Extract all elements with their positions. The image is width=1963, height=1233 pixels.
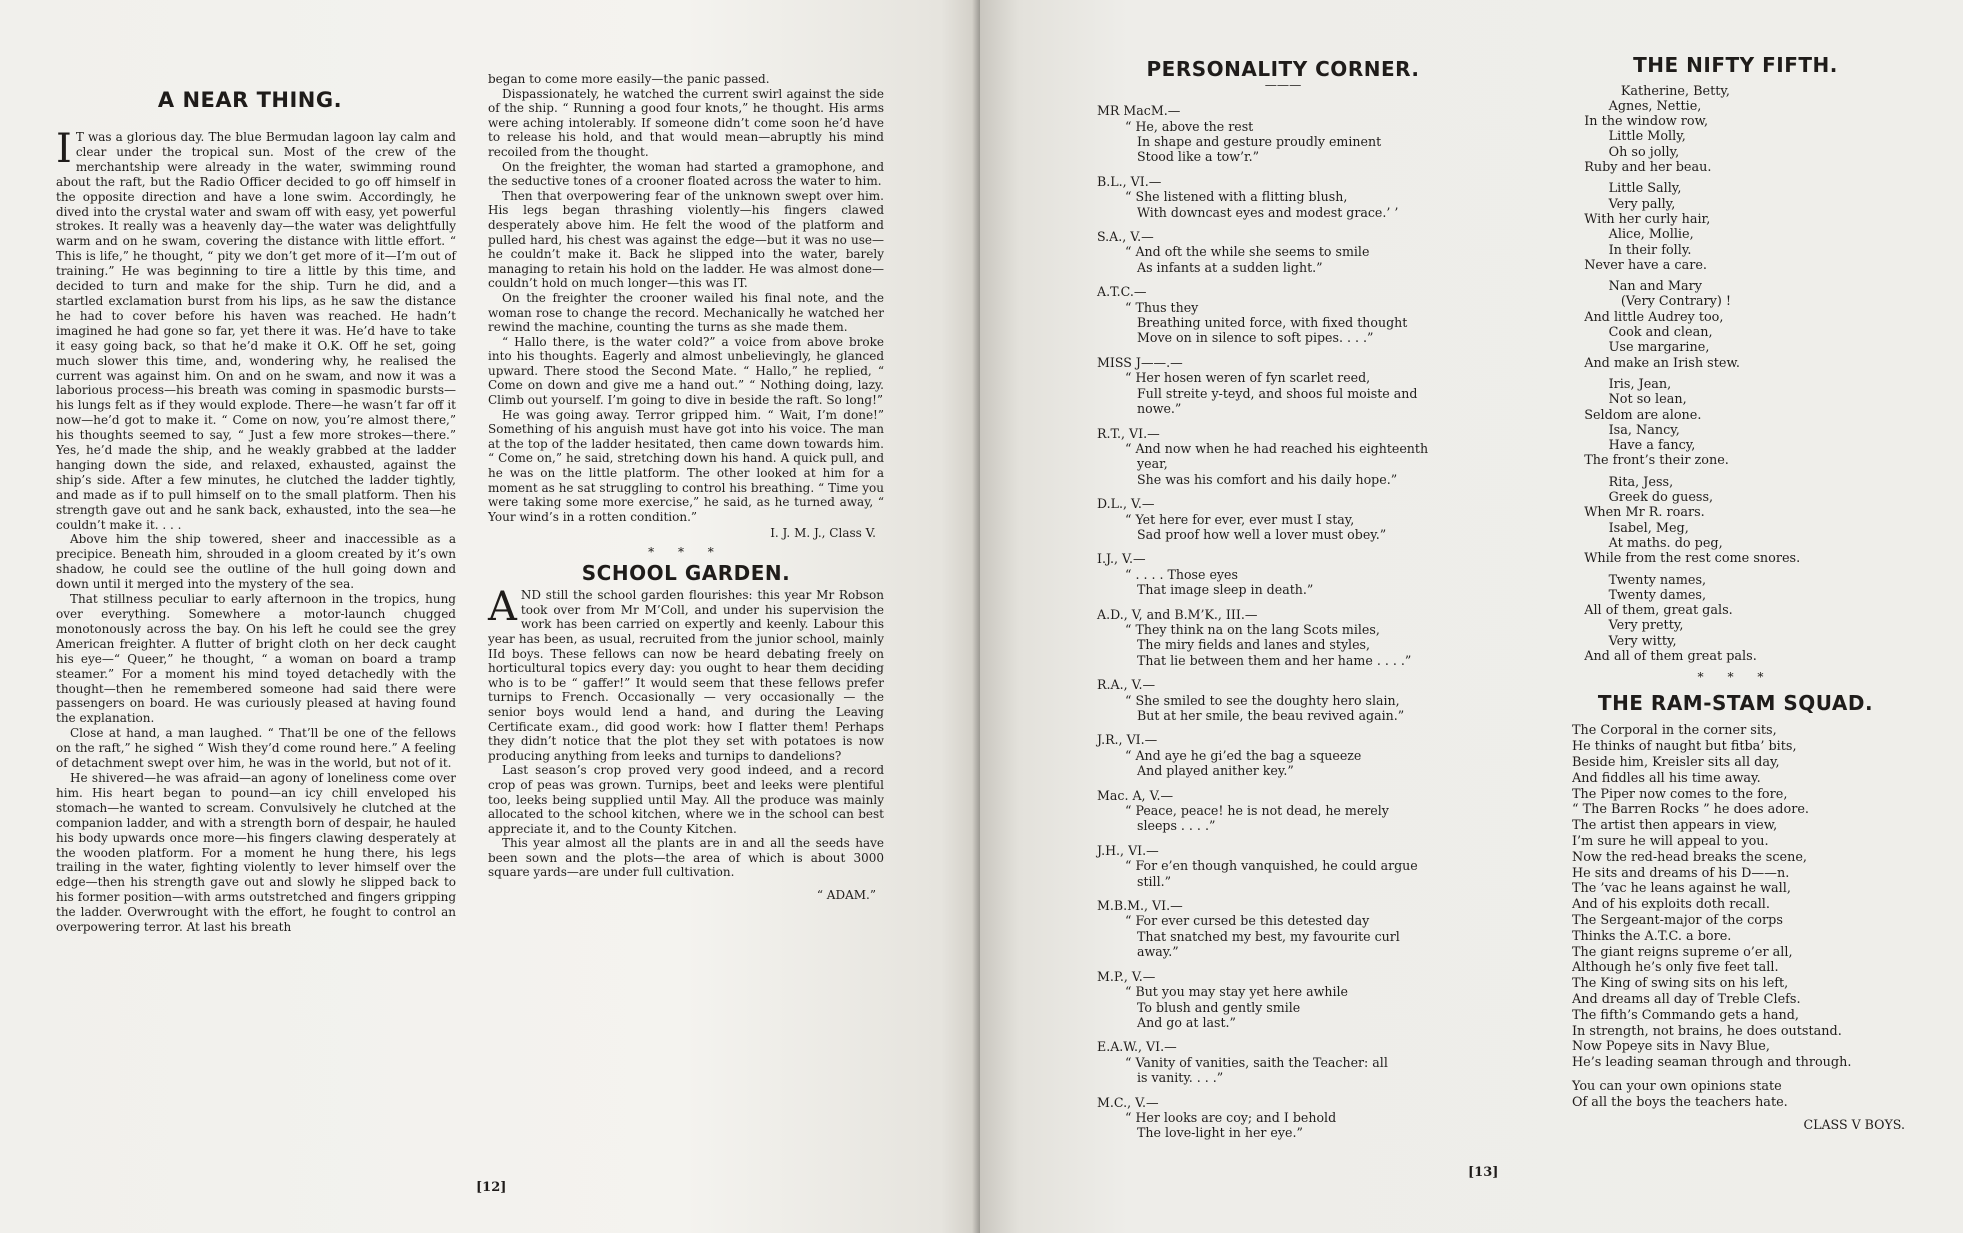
poem-line: Agnes, Nettie, xyxy=(1572,98,1702,114)
entry-name: MR MacM.— xyxy=(1097,103,1181,119)
poem-line: (Very Contrary) ! xyxy=(1572,294,1732,310)
ram-stam-closing xyxy=(1558,1079,1913,1111)
nifty-fifth-title: THE NIFTY FIFTH. xyxy=(1633,53,1838,77)
poem-stanza xyxy=(1558,475,1913,567)
poem-line: Oh so jolly, xyxy=(1572,144,1680,160)
personality-entry xyxy=(1083,898,1483,960)
entry-name: M.B.M., VI.— xyxy=(1097,898,1183,914)
poem-line: Never have a care. xyxy=(1572,257,1707,273)
poem-line: Thinks the A.T.C. a bore. xyxy=(1572,928,1732,944)
entry-name: E.A.W., VI.— xyxy=(1097,1039,1177,1055)
entry-quote-line: Sad proof how well a lover must obey.” xyxy=(1137,526,1387,542)
personality-entry xyxy=(1083,496,1483,542)
entry-quote-line: That lie between them and her hame . . . .” xyxy=(1137,652,1412,668)
poem-line: I’m sure he will appeal to you. xyxy=(1572,834,1769,850)
personality-entry xyxy=(1083,607,1483,669)
personality-entry xyxy=(1083,732,1483,778)
poem-line: Although he’s only five feet tall. xyxy=(1572,960,1779,976)
poem-line: Very pretty, xyxy=(1572,618,1684,634)
poem-line: In strength, not brains, he does outstand. xyxy=(1572,1023,1842,1039)
entry-quote-line: With downcast eyes and modest grace.’ ’ xyxy=(1137,204,1399,220)
poem-line: All of them, great gals. xyxy=(1572,603,1733,619)
personality-entry xyxy=(1083,677,1483,723)
paragraph: Dispassionately, he watched the current swirl against the side of the ship. “ Running a good four knots,” he thought. His arms were aching intolerably. If someone didn’t come soon he’d have to release his hold, and that would mean—abruptly his mind recoiled from the thought. xyxy=(488,86,884,159)
entry-name: J.R., VI.— xyxy=(1097,732,1158,748)
personality-entry xyxy=(1083,1039,1483,1085)
paragraph: Close at hand, a man laughed. “ That’ll be one of the fellows on the raft,” he sighed “ Wish they’d come round here.” A feeling of detachment swept over him, he was in the world, but not of it. xyxy=(56,726,456,771)
personality-entry xyxy=(1083,103,1483,165)
entry-name: I.J., V.— xyxy=(1097,551,1146,567)
separator-stars-right: * * * xyxy=(1697,670,1774,685)
poem-line: Not so lean, xyxy=(1572,392,1687,408)
entry-name: M.C., V.— xyxy=(1097,1094,1159,1110)
paragraph: He was going away. Terror gripped him. “ Wait, I’m done!” Something of his anguish must have got into his voice. The man at the top of the ladder hesitated, then came down towards him. “ Come on,” he said, stretching down his hand. A quick pull, and he was on the little platform. The other looked at him for a moment as he sat struggling to control his breathing. “ Time you were taking some more exercise,” he said, as he turned away, “ Your wind’s in a rotten condition.” xyxy=(488,407,884,524)
entry-quote-line: “ They think na on the lang Scots miles, xyxy=(1125,621,1380,637)
entry-quote-line: “ But you may stay yet here awhile xyxy=(1125,984,1348,1000)
entry-name: R.T., VI.— xyxy=(1097,425,1160,441)
entry-quote-line: “ Yet here for ever, ever must I stay, xyxy=(1125,511,1355,527)
poem-line: Now the red-head breaks the scene, xyxy=(1572,849,1807,865)
paragraph: “ Hallo there, is the water cold?” a voice from above broke into his thoughts. Eagerly and almost unbelievingly, he glanced upward. There stood the Second Mate. “ Hallo,” he replied, “ Come on down and give me a hand out.” “ Nothing doing, lazy. Climb out yourself. I’m going to dive in beside the raft. So long!” xyxy=(488,334,884,408)
poem-line: You can your own opinions state xyxy=(1572,1079,1782,1094)
entry-quote-line: “ Her hosen weren of fyn scarlet reed, xyxy=(1125,370,1371,386)
poem-line: Rita, Jess, xyxy=(1572,474,1674,490)
entry-quote-line: Stood like a tow’r.” xyxy=(1137,149,1260,165)
entry-quote-line: As infants at a sudden light.” xyxy=(1137,259,1323,275)
poem-line: Now Popeye sits in Navy Blue, xyxy=(1572,1039,1770,1055)
personality-corner-title: PERSONALITY CORNER. xyxy=(1146,57,1420,81)
poem-line: With her curly hair, xyxy=(1572,211,1711,227)
near-thing-signature: I. J. M. J., Class V. xyxy=(770,526,876,541)
entry-quote-line: The miry fields and lanes and styles, xyxy=(1137,637,1371,653)
poem-line: Katherine, Betty, xyxy=(1572,83,1730,99)
entry-quote-line: “ . . . . Those eyes xyxy=(1125,566,1238,582)
paragraph: ND still the school garden flourishes: this year Mr Robson took over from Mr M’Coll, and under his supervision the work has been carried on expertly and keenly. Labour this year has been, as usual, recruited from the junior school, mainly IId boys. These fellows can now be heard debating freely on horticultural topics every day: you ought to hear them deciding who is to be “ gaffer!” It would seem that these fellows prefer turnips to French. Occasionally — very occasionally — the senior boys would lend a hand, and during the Leaving Certificate exam., did good work: how I flatter them! Perhaps they didn’t notice that the plot they set with potatoes is now producing anything from leeks and turnips to dandelions? xyxy=(488,588,884,763)
poem-line: He’s leading seaman through and through. xyxy=(1572,1055,1852,1071)
paragraph: That stillness peculiar to early afternoon in the tropics, hung over everything. Somewhere a motor-launch chugged monotonously across the bay. On his left he could see the grey American freighter. A flutter of bright cloth on her deck caught his eye—“ Queer,” he thought, “ a woman on board a tramp steamer.” For a moment his mind toyed detachedly with the thought—then he remembered someone had said there were passengers on board. He was curiously pleased at having found the explanation. xyxy=(56,592,456,726)
poem-line: “ The Barren Rocks ” he does adore. xyxy=(1572,802,1809,818)
paragraph: On the freighter the crooner wailed his final note, and the woman rose to change the record. Mechanically he watched her rewind the machine, counting the turns as she made them. xyxy=(488,290,884,335)
entry-name: A.D., V, and B.M’K., III.— xyxy=(1097,606,1258,622)
school-garden-title: SCHOOL GARDEN. xyxy=(581,560,791,585)
entry-quote-line: “ For ever cursed be this detested day xyxy=(1125,913,1370,929)
paragraph: On the freighter, the woman had started a gramophone, and the seductive tones of a crooner floated across the water to him. xyxy=(488,159,884,189)
poem-line: Little Molly, xyxy=(1572,129,1686,145)
school-garden-signature: “ ADAM.” xyxy=(816,888,876,903)
paragraph: Then that overpowering fear of the unknown swept over him. His legs began thrashing violently—his fingers clawed desperately above him. He felt the wood of the platform and pulled hard, his chest was against the edge—but it was no use—he couldn’t make it. Back he slipped into the water, barely managing to retain his hold on the ladder. He was almost done—couldn’t hold on much longer—this was IT. xyxy=(488,188,884,291)
page-number-left: [12] xyxy=(476,1180,507,1195)
entry-name: R.A., V.— xyxy=(1097,677,1156,693)
paragraph: Last season’s crop proved very good indeed, and a record crop of peas was grown. Turnips, beet and leeks were plentiful too, leeks being supplied until May. All the produce was mainly allocated to the school kitchen, where we in the school can best appreciate it, and to the County Kitchen. xyxy=(488,763,884,836)
poem-line: The King of swing sits on his left, xyxy=(1572,976,1789,992)
entry-quote-line: In shape and gesture proudly eminent xyxy=(1137,134,1382,149)
personality-entry xyxy=(1083,355,1483,417)
poem-line: The front’s their zone. xyxy=(1572,453,1729,469)
poem-line: Twenty names, xyxy=(1572,572,1707,588)
ram-stam-title: THE RAM-STAM SQUAD. xyxy=(1597,690,1874,715)
entry-name: D.L., V.— xyxy=(1097,496,1155,512)
poem-line: In the window row, xyxy=(1572,114,1709,130)
entry-quote-line: “ And now when he had reached his eighteenth xyxy=(1125,440,1429,456)
poem-line: Little Sally, xyxy=(1572,181,1682,197)
poem-line: In their folly. xyxy=(1572,242,1692,258)
entry-quote-line: Breathing united force, with fixed thought xyxy=(1137,315,1408,331)
poem-line: Iris, Jean, xyxy=(1572,376,1672,392)
personality-entry xyxy=(1083,843,1483,889)
poem-line: Isa, Nancy, xyxy=(1572,422,1680,438)
poem-line: Very pally, xyxy=(1572,196,1676,212)
poem-line: Twenty dames, xyxy=(1572,587,1707,603)
personality-entry xyxy=(1083,284,1483,346)
poem-line: And make an Irish stew. xyxy=(1572,355,1740,371)
poem-line: He sits and dreams of his D——n. xyxy=(1572,865,1790,881)
entry-quote-line: “ Vanity of vanities, saith the Teacher: all xyxy=(1125,1054,1388,1070)
entry-quote-line: The love-light in her eye.” xyxy=(1137,1125,1303,1141)
entry-name: A.T.C.— xyxy=(1097,284,1147,300)
entry-quote-line: “ Peace, peace! he is not dead, he merely xyxy=(1125,803,1389,819)
entry-quote-line: But at her smile, the beau revived again.” xyxy=(1137,708,1405,723)
entry-name: MISS J——.— xyxy=(1097,354,1183,370)
entry-quote-line: is vanity. . . .” xyxy=(1137,1070,1224,1086)
entry-quote-line: “ He, above the rest xyxy=(1125,118,1254,134)
poem-line: When Mr R. roars. xyxy=(1572,505,1705,521)
poem-line: And fiddles all his time away. xyxy=(1572,770,1761,786)
paragraph: Above him the ship towered, sheer and inaccessible as a precipice. Beneath him, shrouded in a gloom created by it’s own shadow, he could see the outline of the hull going down and down until it merged into the mystery of the sea. xyxy=(56,532,456,592)
entry-quote-line: And played anither key.” xyxy=(1137,763,1294,779)
personality-entry xyxy=(1083,551,1483,597)
entry-quote-line: Full streite y-teyd, and shoos ful moiste and xyxy=(1137,385,1418,401)
poem-line: Ruby and her beau. xyxy=(1572,160,1712,176)
poem-line: Have a fancy, xyxy=(1572,438,1696,454)
near-thing-title: A NEAR THING. xyxy=(157,88,343,112)
poem-line: Beside him, Kreisler sits all day, xyxy=(1572,755,1780,771)
ram-stam-poem xyxy=(1558,723,1913,1071)
nifty-fifth-column xyxy=(1558,53,1913,1132)
entry-quote-line: Move on in silence to soft pipes. . . .” xyxy=(1137,330,1374,346)
personality-entry xyxy=(1083,1095,1483,1141)
entry-name: Mac. A, V.— xyxy=(1097,787,1174,803)
school-garden-dropcap: A xyxy=(488,584,517,631)
left-page xyxy=(0,0,980,1233)
poem-line: Use margarine, xyxy=(1572,340,1710,356)
entry-name: B.L., VI.— xyxy=(1097,173,1162,189)
page-number-right: [13] xyxy=(1468,1165,1499,1180)
poem-line: The fifth’s Commando gets a hand, xyxy=(1572,1007,1799,1023)
paragraph: This year almost all the plants are in and all the seeds have been sown and the plots—the area of which is about 3000 square yards—are under full cultivation. xyxy=(488,836,884,880)
poem-line: At maths. do peg, xyxy=(1572,535,1723,551)
right-page xyxy=(980,0,1963,1233)
entry-quote-line: That image sleep in death.” xyxy=(1137,582,1314,598)
poem-stanza xyxy=(1558,84,1913,176)
poem-line: The Corporal in the corner sits, xyxy=(1572,723,1777,739)
poem-line: And all of them great pals. xyxy=(1572,648,1757,664)
separator-stars: * * * xyxy=(648,545,724,559)
poem-line: Of all the boys the teachers hate. xyxy=(1572,1094,1788,1110)
entry-quote-line: away.” xyxy=(1137,944,1179,960)
entry-quote-line: “ And oft the while she seems to smile xyxy=(1125,244,1370,260)
entry-quote-line: She was his comfort and his daily hope.” xyxy=(1137,471,1398,487)
poem-line: And dreams all day of Treble Clefs. xyxy=(1572,992,1801,1008)
poem-line: Greek do guess, xyxy=(1572,490,1714,506)
paragraph: He shivered—he was afraid—an agony of loneliness come over him. His heart began to pound—an icy chill enveloped his stomach—he wanted to scream. Convulsively he clutched at the companion ladder, and with a strength born of despair, he hauled his body upwards once more—his fingers clawing desperately at the wooden platform. For a moment he hung there, his legs trailing in the water, fighting violently to lever himself over the edge—then his strength gave out and slowly he slipped back to his former position—with arms outstretched and fingers gripping the ladder. Overwrought with the effort, he fought to control an overpowering terror. At last his breath xyxy=(56,770,456,935)
personality-entry xyxy=(1083,788,1483,834)
title-rule: ——— xyxy=(1264,77,1302,92)
personality-entry xyxy=(1083,426,1483,488)
entry-quote-line: still.” xyxy=(1137,873,1172,889)
entry-quote-line: And go at last.” xyxy=(1137,1014,1236,1030)
entry-quote-line: “ And aye he gi’ed the bag a squeeze xyxy=(1125,747,1362,763)
near-thing-column-2 xyxy=(488,72,884,903)
poem-stanza xyxy=(1558,573,1913,665)
entry-quote-line: “ She smiled to see the doughty hero slain, xyxy=(1125,692,1400,708)
entry-quote-line: sleeps . . . .” xyxy=(1137,818,1216,834)
poem-line: And little Audrey too, xyxy=(1572,309,1724,325)
poem-line: Isabel, Meg, xyxy=(1572,520,1689,536)
poem-line: Nan and Mary xyxy=(1572,279,1702,295)
poem-stanza xyxy=(1558,377,1913,469)
school-garden-body xyxy=(488,584,884,880)
poem-line: The Sergeant-major of the corps xyxy=(1572,913,1783,929)
entry-quote-line: That snatched my best, my favourite curl xyxy=(1137,928,1400,944)
poem-line: While from the rest come snores. xyxy=(1572,551,1801,567)
poem-line: Alice, Mollie, xyxy=(1572,227,1694,243)
poem-stanza xyxy=(1558,181,1913,273)
entry-quote-line: “ For e’en though vanquished, he could argue xyxy=(1125,858,1418,874)
personality-entry xyxy=(1083,969,1483,1031)
ram-stam-signature: CLASS V BOYS. xyxy=(1803,1116,1905,1132)
personality-entry xyxy=(1083,229,1483,275)
personality-entry xyxy=(1083,174,1483,220)
poem-line: Cook and clean, xyxy=(1572,325,1713,341)
entry-name: S.A., V.— xyxy=(1097,229,1154,245)
near-thing-dropcap: I xyxy=(56,126,72,172)
entry-quote-line: nowe.” xyxy=(1137,401,1182,417)
poem-line: And of his exploits doth recall. xyxy=(1572,897,1770,913)
entry-quote-line: “ Her looks are coy; and I behold xyxy=(1125,1109,1337,1125)
poem-line: The giant reigns supreme o’er all, xyxy=(1572,944,1793,960)
entry-quote-line: year, xyxy=(1137,456,1168,472)
paragraph: began to come more easily—the panic passed. xyxy=(488,72,770,86)
poem-line: The artist then appears in view, xyxy=(1572,818,1778,834)
entry-quote-line: To blush and gently smile xyxy=(1137,999,1301,1015)
poem-stanza xyxy=(1558,279,1913,371)
poem-line: He thinks of naught but fitba’ bits, xyxy=(1572,739,1797,755)
entry-quote-line: “ Thus they xyxy=(1125,299,1199,315)
poem-line: Very witty, xyxy=(1572,633,1677,649)
entry-name: J.H., VI.— xyxy=(1097,842,1159,858)
personality-corner-column xyxy=(1083,57,1483,1150)
poem-line: Seldom are alone. xyxy=(1572,407,1702,423)
entry-name: M.P., V.— xyxy=(1097,968,1156,984)
paragraph: T was a glorious day. The blue Bermudan lagoon lay calm and clear under the tropical sun. Most of the crew of the merchantship were already in the water, swimming round about the raft, but the Radio Officer decided to go off himself in the opposite direction and have a lone swim. Accordingly, he dived into the crystal water and swam off with easy, yet powerful strokes. It really was a heavenly day—the water was delightfully warm and on he swam, covering the distance with little effort. “ This is life,” he thought, “ pity we don’t get more of it—I’m out of training.” He was beginning to tire a little by this time, and decided to turn and make for the ship. Turn he did, and a startled exclamation burst from his lips, as he saw the distance he had to cover before his haven was reached. He hadn’t imagined he had gone so far, yet there it was. He’d have to take it easy going back, so that he’d make it O.K. Off he set, going much slower this time, and, wondering why, he realised the current was against him. On and on he swam, and now it was a laborious process—his breath was coming in spasmodic bursts—his lungs felt as if they would explode. There—he wasn’t far off it now—he’d got to make it. “ Come on now, you’re almost there,” his thoughts seemed to say, “ Just a few more strokes—there.” Yes, he’d made the ship, and he weakly grabbed at the ladder hanging down the side, and relaxed, exhausted, against the ship’s side. After a few minutes, he clutched the ladder tightly, and made as if to pull himself on to the small platform. Then his strength gave out and he sank back, exhausted, into the sea—he couldn’t make it. . . . xyxy=(56,130,456,532)
entry-quote-line: “ She listened with a flitting blush, xyxy=(1125,189,1348,205)
poem-line: The ’vac he leans against he wall, xyxy=(1572,881,1791,897)
near-thing-column-1 xyxy=(56,126,456,935)
poem-line: The Piper now comes to the fore, xyxy=(1572,786,1788,802)
